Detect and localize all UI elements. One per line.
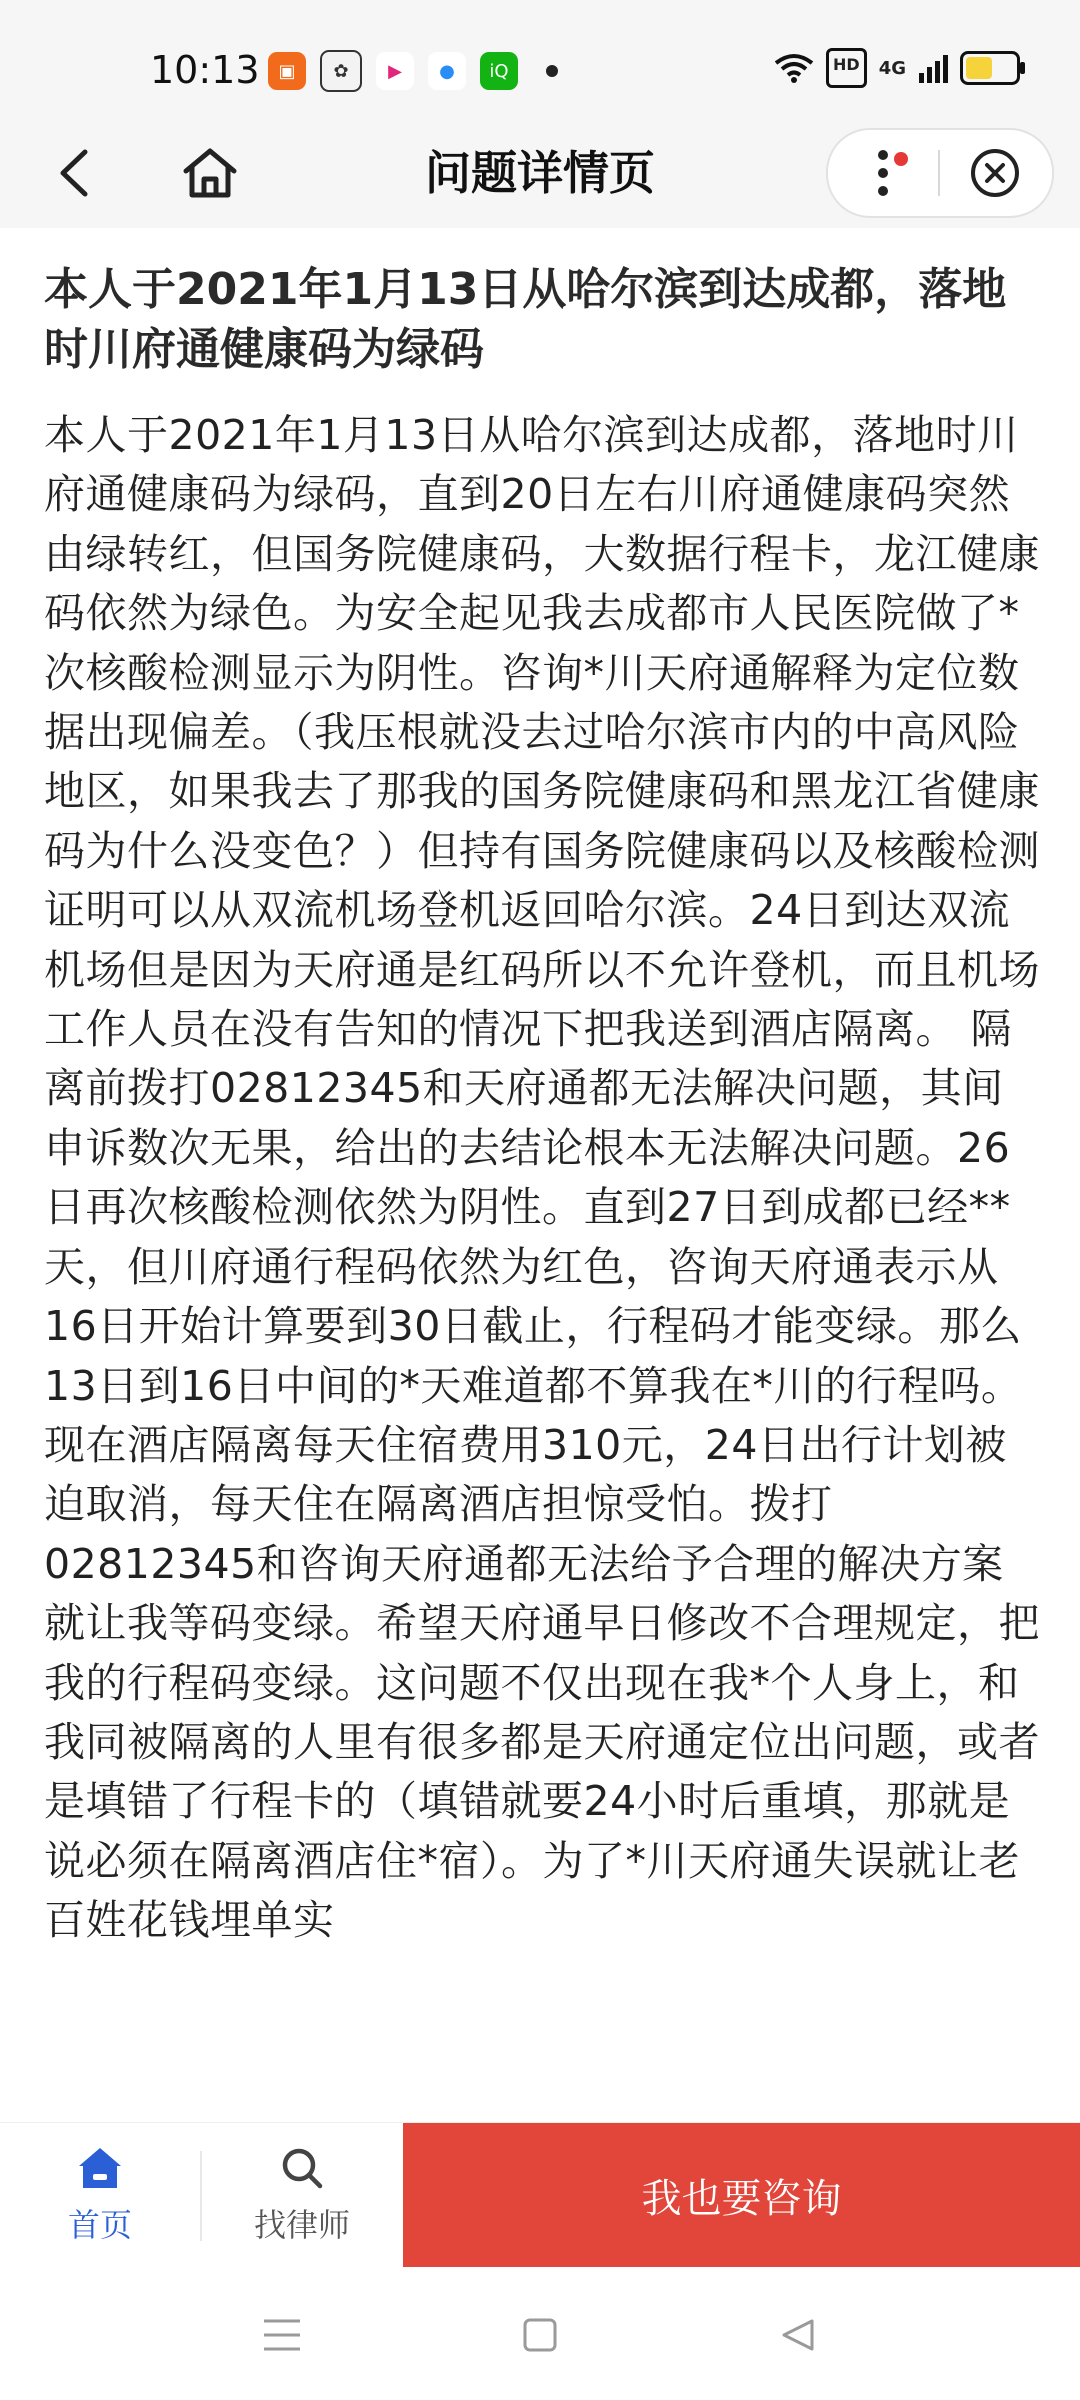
- square-icon: [522, 2317, 558, 2353]
- more-notifications-icon: [546, 65, 558, 77]
- question-title: 本人于2021年1月13日从哈尔滨到达成都，落地时川府通健康码为绿码: [44, 264, 1007, 375]
- notification-icons: [268, 50, 558, 92]
- triangle-back-icon: [780, 2317, 816, 2353]
- bottom-navigation: [0, 2122, 1080, 2268]
- iqiyi-app-icon: iQ: [480, 52, 518, 90]
- home-filled-icon: [77, 2146, 123, 2190]
- more-vertical-icon: [876, 149, 890, 197]
- video-app-icon: ▶: [376, 52, 414, 90]
- battery-icon: [960, 51, 1020, 85]
- menu-nav-button[interactable]: [252, 2305, 312, 2365]
- orange-app-icon: ▣: [268, 52, 306, 90]
- nav-find-lawyer-label: 找律师: [253, 2205, 350, 2244]
- paw-app-icon: ✿: [320, 50, 362, 92]
- home-nav-button[interactable]: [510, 2305, 570, 2365]
- hd-icon: HD: [826, 48, 867, 88]
- network-type-label: 4G: [878, 57, 906, 79]
- battery-level: [966, 57, 992, 79]
- more-button[interactable]: [828, 130, 938, 216]
- search-icon: [280, 2146, 324, 2190]
- consult-button[interactable]: 我也要咨询: [403, 2123, 1080, 2268]
- close-circle-icon: [969, 147, 1021, 199]
- wifi-icon: [774, 53, 814, 83]
- nav-home[interactable]: [0, 2123, 200, 2268]
- nav-find-lawyer[interactable]: [202, 2123, 402, 2268]
- menu-icon: [262, 2318, 302, 2352]
- question-content: [44, 260, 1040, 1951]
- close-button[interactable]: [940, 130, 1050, 216]
- question-body: 本人于2021年1月13日从哈尔滨到达成都，落地时川府通健康码为绿码，直到20日左右川府通健康码突然由绿转红，但国务院健康码，大数据行程卡，龙江健康码依然为绿色。为安全起见我去成都市人民医院做了*次核酸检测显示为阴性。咨询*川天府通解释为定位数据出现偏差。（我压根就没去过哈尔滨市内的中高风险地区，如果我去了那我的国务院健康码和黑龙江省健康码为什么没变色？）但持有国务院健康码以及核酸检测证明可以从双流机场登机返回哈尔滨。24日到达双流机场但是因为天府通是红码所以不允许登机，而且机场工作人员在没有告知的情况下把我送到酒店隔离。 隔离前拨打02812345和天府通都无法解决问题，其间申诉数次无果，给出的去结论根本无法解决问题。26日再次核酸检测依然为阴性。直到27日到成都已经**天，但川府通行程码依然为红色，咨询天府通表示从16日开始计算要到30日截止，行程码才能变绿。那么13日到16日中间的*天难道都不算我在*川的行程吗。现在酒店隔离每天住宿费用310元，24日出行计划被迫取消，每天住在隔离酒店担惊受怕。拨打02812345和咨询天府通都无法给予合理的解决方案就让我等码变绿。希望天府通早日修改不合理规定，把我的行程码变绿。这问题不仅出现在我*个人身上，和我同被隔离的人里有很多都是天府通定位出问题，或者是填错了行程卡的（填错就要24小时后重填，那就是说必须在隔离酒店住*宿）。为了*川天府通失误就让老百姓花钱埋单实: [44, 411, 1040, 1945]
- back-nav-button[interactable]: [768, 2305, 828, 2365]
- system-navigation-bar: [0, 2267, 1080, 2400]
- notification-dot: [894, 152, 908, 166]
- mini-program-capsule: [826, 128, 1054, 218]
- status-time: 10:13: [150, 48, 260, 92]
- system-icons: [774, 48, 1020, 88]
- signal-icon: [918, 53, 948, 83]
- page-header: [0, 118, 1080, 228]
- nav-home-label: 首页: [67, 2205, 132, 2244]
- status-bar: [0, 0, 1080, 118]
- page-title: 问题详情页: [425, 146, 655, 200]
- blue-dot-app-icon: ●: [428, 52, 466, 90]
